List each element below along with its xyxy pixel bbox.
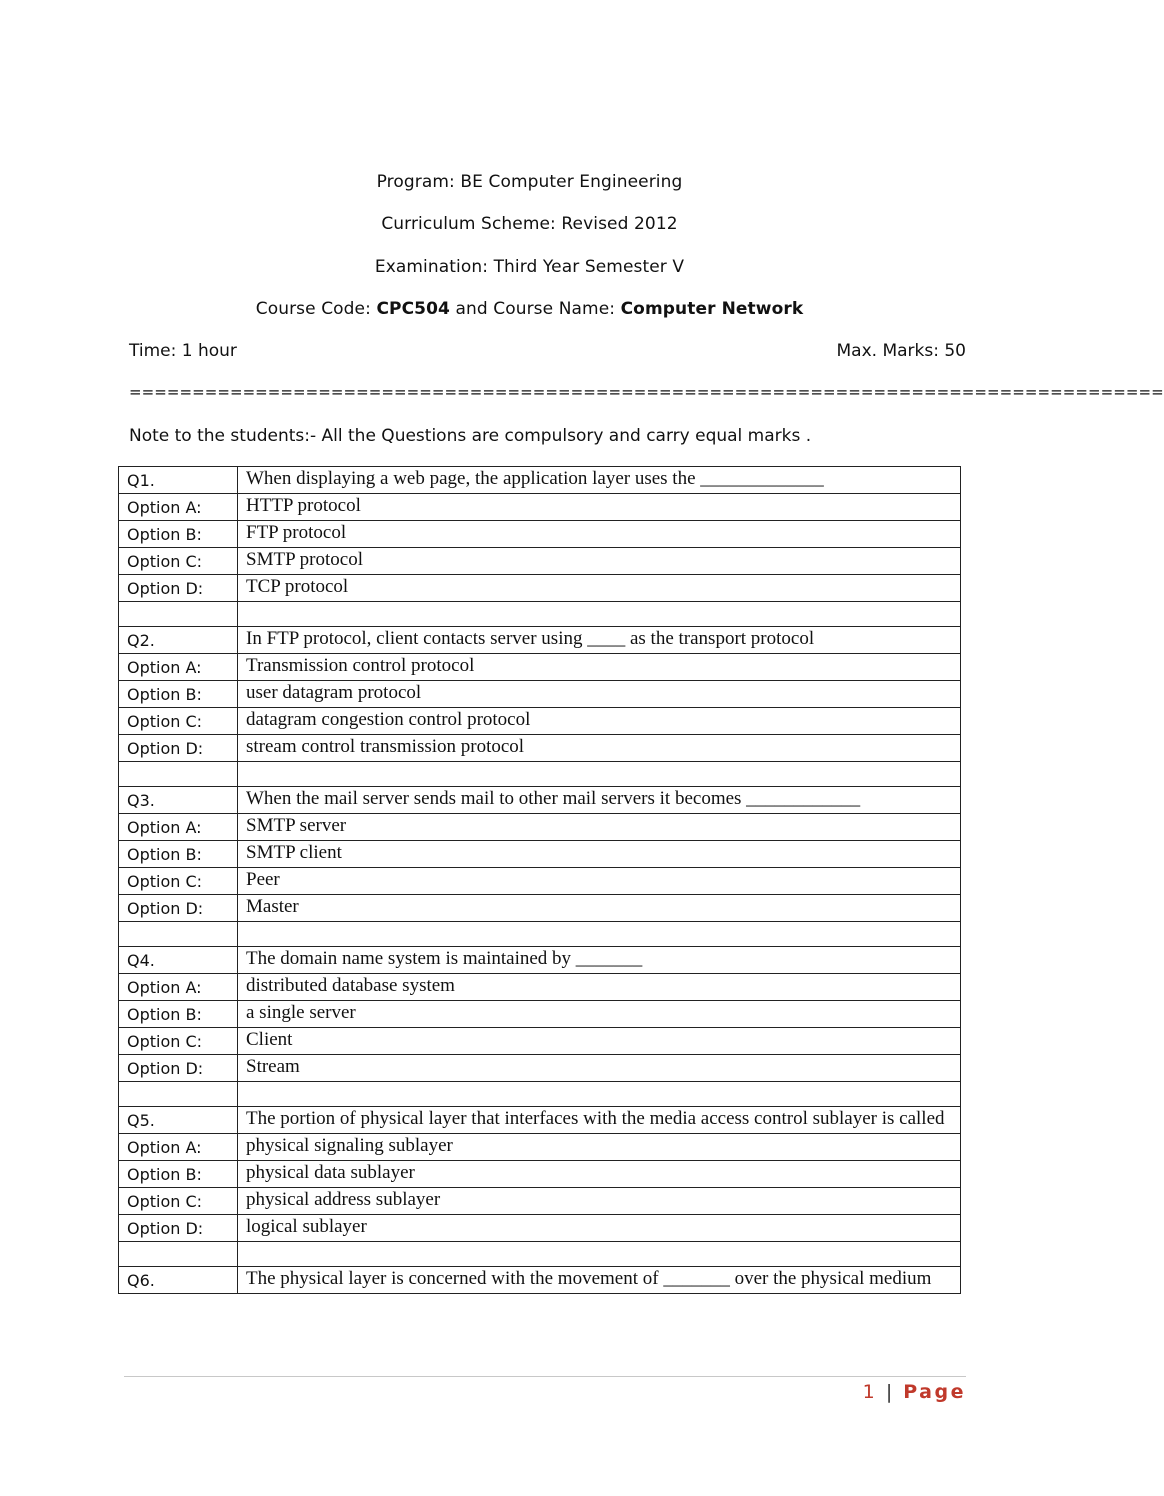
spacer-row xyxy=(119,1082,961,1107)
option-label: Option D: xyxy=(119,895,238,922)
option-row xyxy=(119,1188,961,1215)
spacer-row xyxy=(119,762,961,787)
option-row xyxy=(119,654,961,681)
spacer-row xyxy=(119,602,961,627)
option-text: physical data sublayer xyxy=(238,1161,961,1188)
curriculum-line: Curriculum Scheme: Revised 2012 xyxy=(381,214,678,234)
question-row xyxy=(119,947,961,974)
option-row xyxy=(119,575,961,602)
option-text: SMTP client xyxy=(238,841,961,868)
question-table xyxy=(118,466,961,1294)
option-row xyxy=(119,814,961,841)
spacer-cell xyxy=(119,922,238,947)
page-word: Page xyxy=(903,1381,966,1403)
option-label: Option D: xyxy=(119,1055,238,1082)
option-text: FTP protocol xyxy=(238,521,961,548)
option-label: Option C: xyxy=(119,1188,238,1215)
spacer-cell xyxy=(238,602,961,627)
question-text: The portion of physical layer that interfaces with the media access control sublayer is called xyxy=(238,1107,961,1134)
question-number: Q5. xyxy=(119,1107,238,1134)
spacer-cell xyxy=(238,1082,961,1107)
question-row xyxy=(119,467,961,494)
option-row xyxy=(119,1028,961,1055)
question-number: Q2. xyxy=(119,627,238,654)
option-row xyxy=(119,974,961,1001)
option-row xyxy=(119,494,961,521)
course-line xyxy=(0,299,1059,319)
spacer-cell xyxy=(238,1242,961,1267)
student-note: Note to the students:- All the Questions are compulsory and carry equal marks . xyxy=(129,426,812,446)
option-label: Option C: xyxy=(119,868,238,895)
course-name: Computer Network xyxy=(620,299,804,319)
option-label: Option C: xyxy=(119,708,238,735)
option-label: Option A: xyxy=(119,814,238,841)
option-row xyxy=(119,895,961,922)
footer-divider xyxy=(124,1376,966,1377)
option-label: Option B: xyxy=(119,521,238,548)
option-row xyxy=(119,681,961,708)
option-row xyxy=(119,1055,961,1082)
option-row xyxy=(119,521,961,548)
option-row xyxy=(119,735,961,762)
spacer-cell xyxy=(119,1082,238,1107)
option-label: Option A: xyxy=(119,1134,238,1161)
option-label: Option A: xyxy=(119,494,238,521)
option-label: Option A: xyxy=(119,974,238,1001)
option-row xyxy=(119,548,961,575)
question-row xyxy=(119,787,961,814)
spacer-cell xyxy=(119,1242,238,1267)
program-line: Program: BE Computer Engineering xyxy=(376,172,683,192)
question-row xyxy=(119,627,961,654)
option-text: TCP protocol xyxy=(238,575,961,602)
option-label: Option B: xyxy=(119,681,238,708)
exam-time: Time: 1 hour xyxy=(129,341,237,361)
option-label: Option D: xyxy=(119,575,238,602)
page-number xyxy=(863,1381,966,1403)
question-number: Q1. xyxy=(119,467,238,494)
question-row xyxy=(119,1267,961,1294)
option-label: Option B: xyxy=(119,841,238,868)
option-text: SMTP server xyxy=(238,814,961,841)
option-text: Peer xyxy=(238,868,961,895)
option-text: HTTP protocol xyxy=(238,494,961,521)
option-row xyxy=(119,708,961,735)
option-text: Client xyxy=(238,1028,961,1055)
option-label: Option A: xyxy=(119,654,238,681)
option-label: Option B: xyxy=(119,1001,238,1028)
option-text: SMTP protocol xyxy=(238,548,961,575)
option-row xyxy=(119,1001,961,1028)
option-text: physical address sublayer xyxy=(238,1188,961,1215)
question-text: In FTP protocol, client contacts server using ____ as the transport protocol xyxy=(238,627,961,654)
question-text: The domain name system is maintained by _______ xyxy=(238,947,961,974)
course-code: CPC504 xyxy=(376,299,450,319)
option-row xyxy=(119,841,961,868)
option-text: Stream xyxy=(238,1055,961,1082)
spacer-row xyxy=(119,1242,961,1267)
max-marks: Max. Marks: 50 xyxy=(836,341,966,361)
option-text: user datagram protocol xyxy=(238,681,961,708)
option-text: a single server xyxy=(238,1001,961,1028)
option-label: Option D: xyxy=(119,1215,238,1242)
spacer-cell xyxy=(238,762,961,787)
option-text: distributed database system xyxy=(238,974,961,1001)
spacer-cell xyxy=(119,602,238,627)
spacer-cell xyxy=(238,922,961,947)
option-row xyxy=(119,1215,961,1242)
spacer-cell xyxy=(119,762,238,787)
question-number: Q4. xyxy=(119,947,238,974)
option-row xyxy=(119,868,961,895)
question-number: Q3. xyxy=(119,787,238,814)
option-text: stream control transmission protocol xyxy=(238,735,961,762)
question-row xyxy=(119,1107,961,1134)
option-label: Option C: xyxy=(119,1028,238,1055)
question-text: The physical layer is concerned with the movement of _______ over the physical medium xyxy=(238,1267,961,1294)
time-marks-row xyxy=(129,341,966,361)
option-row xyxy=(119,1161,961,1188)
option-text: logical sublayer xyxy=(238,1215,961,1242)
question-text: When displaying a web page, the application layer uses the _____________ xyxy=(238,467,961,494)
option-text: Master xyxy=(238,895,961,922)
option-text: datagram congestion control protocol xyxy=(238,708,961,735)
option-label: Option D: xyxy=(119,735,238,762)
option-row xyxy=(119,1134,961,1161)
question-text: When the mail server sends mail to other mail servers it becomes ____________ xyxy=(238,787,961,814)
option-text: Transmission control protocol xyxy=(238,654,961,681)
spacer-row xyxy=(119,922,961,947)
option-label: Option B: xyxy=(119,1161,238,1188)
option-text: physical signaling sublayer xyxy=(238,1134,961,1161)
course-name-prefix: and Course Name: xyxy=(449,299,621,319)
examination-line: Examination: Third Year Semester V xyxy=(374,257,685,277)
question-number: Q6. xyxy=(119,1267,238,1294)
divider-line: ================================================================================== xyxy=(129,383,1164,401)
page-separator: | xyxy=(885,1381,895,1403)
course-code-prefix: Course Code: xyxy=(255,299,377,319)
option-label: Option C: xyxy=(119,548,238,575)
page-number-value: 1 xyxy=(862,1381,878,1403)
